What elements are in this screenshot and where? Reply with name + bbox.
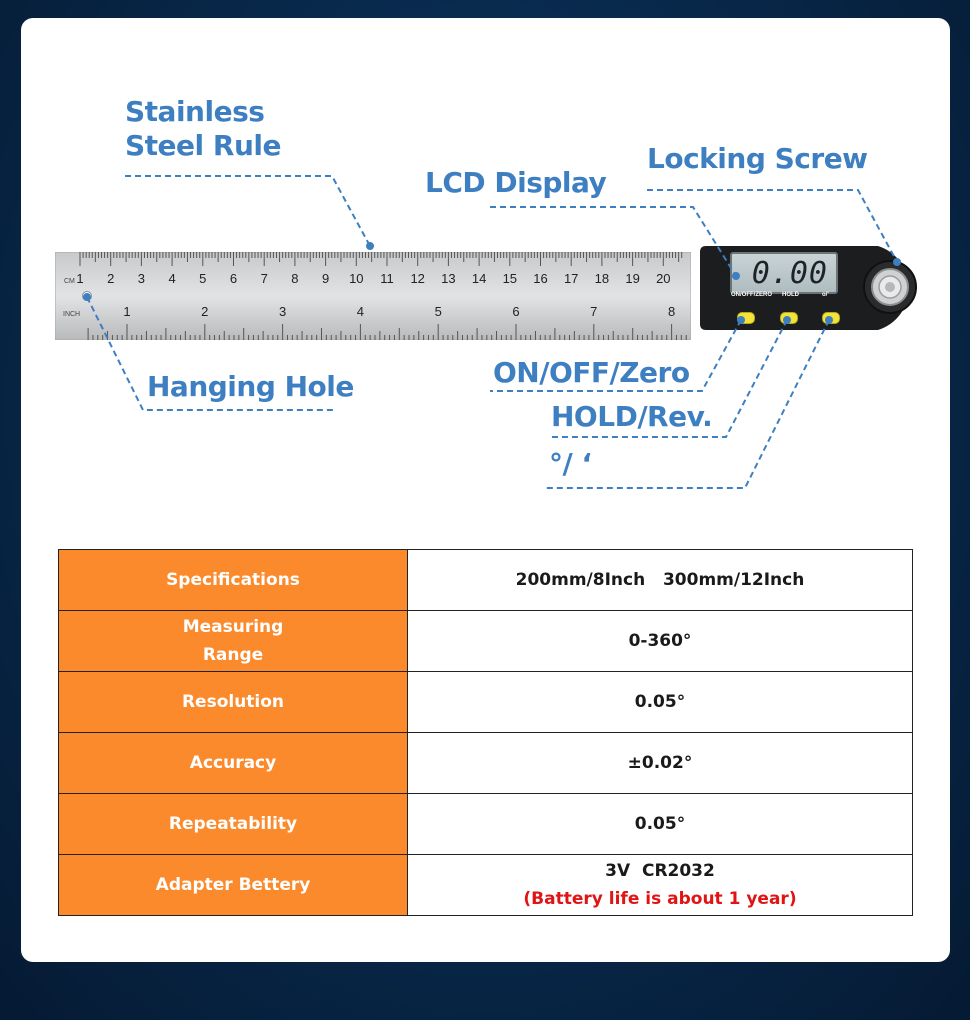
spec-key: Resolution [59,672,408,733]
table-row [59,550,913,611]
battery-life-note: (Battery life is about 1 year) [523,889,797,909]
callout-hanging-hole: Hanging Hole [147,370,354,403]
spec-value-text: 200mm/8Inch 300mm/12Inch [515,570,805,590]
spec-value: 0-360° [408,611,913,672]
ruler-cm-number: 15 [502,271,518,286]
ruler-inch-number: 1 [123,304,131,319]
callout-stainless-line1: Stainless [125,95,265,128]
spec-table [58,549,913,916]
ruler-cm-number: 7 [260,271,268,286]
ruler-cm-number: 13 [441,271,456,286]
battery-model: 3V CR2032 [605,861,715,881]
callout-stainless-line2: Steel Rule [125,128,281,162]
ruler-cm-number: 1 [76,271,84,286]
ruler-cm-number: 17 [563,271,579,286]
ruler-cm-number: 12 [410,271,425,286]
spec-key: Specifications [59,550,408,611]
table-row [59,794,913,855]
callout-lcd-display: LCD Display [425,166,607,199]
spec-value: ±0.02° [408,733,913,794]
ruler-cm-number: 20 [656,271,671,286]
ruler-inch-number: 2 [201,304,209,319]
spec-value: 0.05° [408,794,913,855]
spec-key: Accuracy [59,733,408,794]
ruler-cm-number: 6 [229,271,238,286]
spec-key-line2: Range [202,645,264,665]
table-row [59,855,913,916]
spec-value [408,855,913,916]
ruler-inch-number: 5 [434,304,442,319]
callout-on-off-zero: ON/OFF/Zero [493,356,690,389]
label-hold: HOLD [782,292,799,298]
label-degree-minute: o/' [822,292,829,298]
ruler-cm-number: 11 [380,271,394,286]
ruler-cm-number: 8 [291,271,299,286]
spec-value [408,550,913,611]
ruler-cm-number: 3 [137,271,146,286]
ruler-cm-number: 14 [471,271,487,286]
ruler-inch-number: 6 [512,304,520,319]
callout-locking-screw: Locking Screw [647,142,868,175]
lcd-reading: 0.00 [751,255,828,291]
spec-key: Adapter Bettery [59,855,408,916]
spec-key [59,611,408,672]
table-row [59,733,913,794]
table-row [59,672,913,733]
callout-hold-rev: HOLD/Rev. [551,400,713,433]
spec-key-line1: Measuring [182,617,284,637]
ruler-inch-number: 3 [278,304,287,319]
ruler-inch-number: 8 [667,304,676,319]
spec-value: 0.05° [408,672,913,733]
ruler-inch-unit: INCH [63,311,81,318]
ruler-inch-number: 7 [590,304,598,319]
callout-degree-minute: °/ ‘ [549,447,592,480]
ruler-cm-unit: CM [64,278,75,285]
ruler-cm-number: 2 [107,271,115,286]
ruler-cm-number: 16 [533,271,548,286]
table-row [59,611,913,672]
ruler-cm-number: 18 [594,271,610,286]
ruler-inch-number: 4 [356,304,365,319]
ruler-cm-number: 4 [168,271,176,286]
ruler-cm-number: 5 [199,271,207,286]
ruler-cm-number: 19 [625,271,640,286]
label-on-off-zero: ON/OFF/ZERO [731,292,772,298]
spec-key: Repeatability [59,794,408,855]
ruler-cm-number: 9 [321,271,330,286]
ruler-cm-number: 10 [349,271,364,286]
